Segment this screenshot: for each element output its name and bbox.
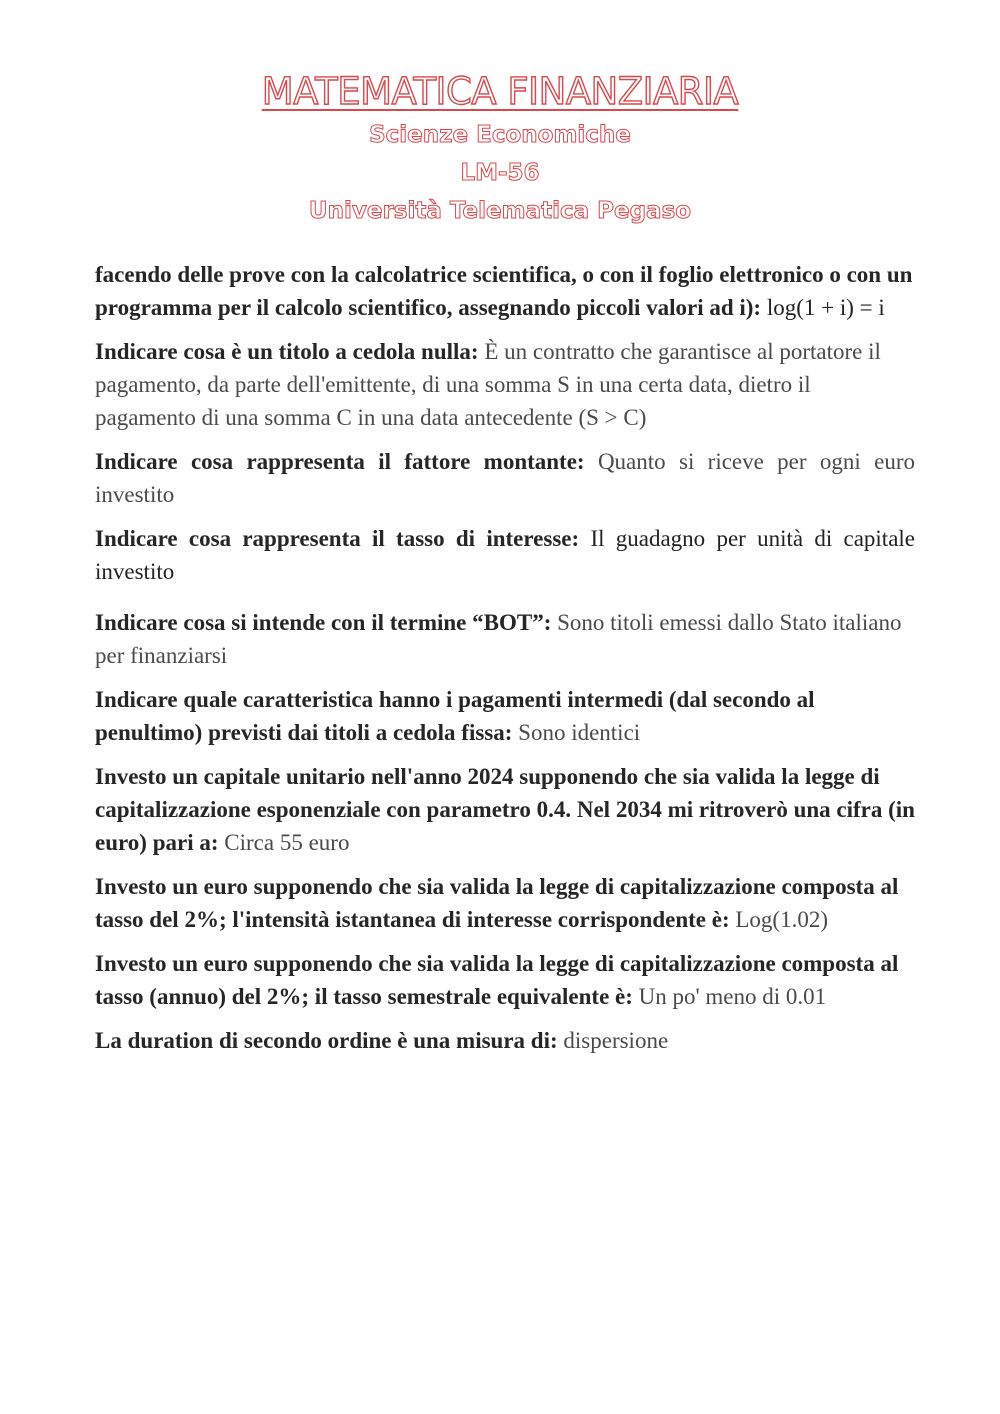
qa-item xyxy=(95,445,915,511)
question-text: Indicare cosa è un titolo a cedola nulla: xyxy=(95,339,479,364)
qa-item xyxy=(95,760,915,859)
question-text: Investo un capitale unitario nell'anno 2024 supponendo che sia valida la legge di capitalizzazione esponenziale con parametro 0.4. Nel 2034 mi ritroverò una cifra (in euro) pari a: xyxy=(95,764,915,855)
document-body xyxy=(95,258,915,1068)
course-code: LM-56 xyxy=(460,160,540,186)
question-text: facendo delle prove con la calcolatrice scientifica, o con il foglio elettronico o con un programma per il calcolo scientifico, assegnando piccoli valori ad i): xyxy=(95,262,913,320)
answer-text: Sono identici xyxy=(518,720,641,745)
qa-item xyxy=(95,870,915,936)
question-text: Investo un euro supponendo che sia valida la legge di capitalizzazione composta al tasso (annuo) del 2%; il tasso semestrale equivalente è: xyxy=(95,951,899,1009)
qa-item xyxy=(95,258,915,324)
qa-item xyxy=(95,683,915,749)
qa-item xyxy=(95,606,915,672)
qa-item xyxy=(95,947,915,1013)
question-text: La duration di secondo ordine è una misura di: xyxy=(95,1028,558,1053)
university-name: Università Telematica Pegaso xyxy=(308,198,692,224)
question-text: Investo un euro supponendo che sia valida la legge di capitalizzazione composta al tasso del 2%; l'intensità istantanea di interesse corrispondente è: xyxy=(95,874,899,932)
qa-item xyxy=(95,522,915,588)
question-text: Indicare cosa rappresenta il fattore montante: xyxy=(95,449,585,474)
question-text: Indicare cosa si intende con il termine “BOT”: xyxy=(95,610,552,635)
answer-text: È un contratto che garantisce al portatore il pagamento, da parte dell'emittente, di una somma S in una certa data, dietro il pagamento di una somma C in una data antecedente (S > C) xyxy=(95,339,881,430)
answer-text: Sono titoli emessi dallo Stato italiano per finanziarsi xyxy=(95,610,902,668)
document-header xyxy=(0,68,1000,230)
answer-text: Circa 55 euro xyxy=(224,830,350,855)
answer-text: Il guadagno per unità di capitale investito xyxy=(95,526,916,584)
document-title: MATEMATICA FINANZIARIA xyxy=(261,70,739,113)
qa-item xyxy=(95,335,915,434)
answer-text: dispersione xyxy=(563,1028,669,1053)
answer-text: log(1 + i) = i xyxy=(766,295,885,320)
question-text: Indicare cosa rappresenta il tasso di interesse: xyxy=(95,526,580,551)
answer-text: Quanto si riceve per ogni euro investito xyxy=(95,449,915,507)
answer-text: Log(1.02) xyxy=(735,907,828,932)
answer-text: Un po' meno di 0.01 xyxy=(638,984,827,1009)
question-text: Indicare quale caratteristica hanno i pagamenti intermedi (dal secondo al penultimo) previsti dai titoli a cedola fissa: xyxy=(95,687,815,745)
qa-item xyxy=(95,1024,915,1057)
course-name: Scienze Economiche xyxy=(369,122,631,148)
